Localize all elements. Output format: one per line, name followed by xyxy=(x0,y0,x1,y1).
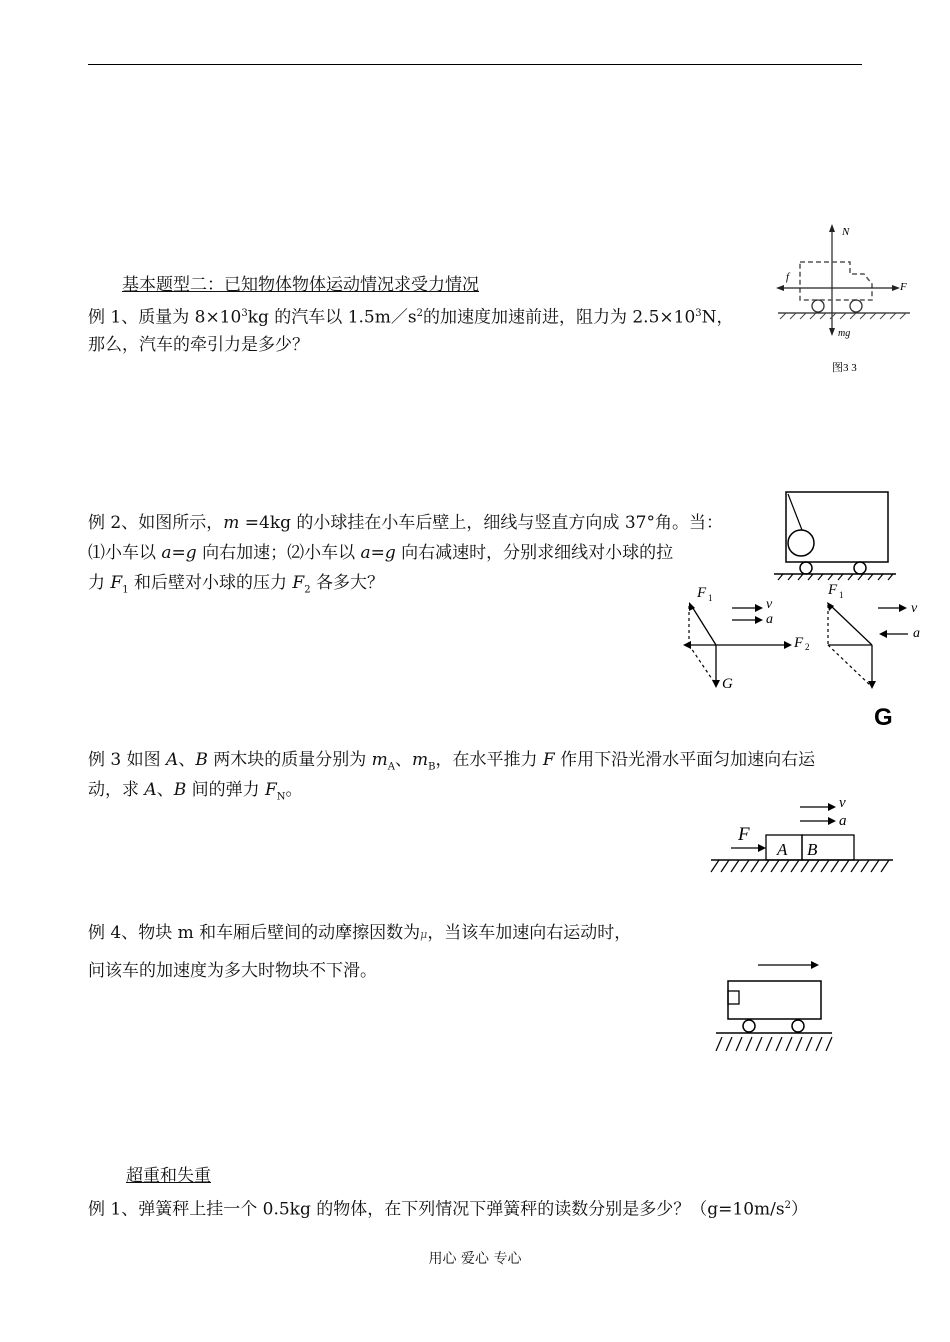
page-footer: 用心 爱心 专心 xyxy=(428,1251,522,1267)
force-diagram-accelerating xyxy=(680,580,820,695)
label-F: F xyxy=(900,281,907,293)
label-F1-left-sub: 1 xyxy=(708,593,713,603)
label-N: N xyxy=(842,226,850,238)
label-f: f xyxy=(786,271,790,283)
label-G-bold: G xyxy=(874,704,893,731)
example-1-line-2: 那么，汽车的牵引力是多少？ xyxy=(88,335,309,355)
example-3-line-1: 例 3 如图 A、B 两木块的质量分别为 $m_A$、$m_B$，在水平推力 F 作用下沿光滑水平面匀加速向右运 xyxy=(88,750,816,773)
label-F-blocks: F xyxy=(738,824,750,845)
example-2-line-1: 例 2、如图所示，m =4kg 的小球挂在小车后壁上，细线与竖直方向成 37°角。当： xyxy=(88,513,723,533)
force-diagram-decelerating xyxy=(818,575,938,735)
label-a-right: a xyxy=(913,626,920,641)
label-a: a xyxy=(766,612,773,627)
label-B-block: B xyxy=(807,840,818,859)
label-v-right: v xyxy=(911,601,918,616)
header-rule xyxy=(88,64,862,65)
example-3-line-2: 动，求 A、B 间的弹力 $F_N$。 xyxy=(88,780,303,803)
label-mg: mg xyxy=(838,328,851,339)
label-v-blocks: v xyxy=(839,795,846,811)
example-2-line-3: 力 $F_1$ 和后壁对小球的压力 $F_2$ 各多大？ xyxy=(88,573,384,596)
label-G: G xyxy=(722,676,733,692)
label-a-blocks: a xyxy=(839,813,847,829)
cart-with-ball-diagram xyxy=(770,488,900,583)
label-F2: F xyxy=(794,635,804,651)
car-force-diagram xyxy=(770,220,920,385)
example-4-line-2: 问该车的加速度为多大时物块不下滑。 xyxy=(88,961,377,981)
label-A-block: A xyxy=(777,840,788,859)
label-F1-right: F xyxy=(828,582,838,598)
label-F2-sub: 2 xyxy=(805,642,810,652)
example-1-line-1: 例 1、质量为 $8\times 10^3kg$ 的汽车以 $1.5m/s^2$的加速度加速前进，阻力为 $2.5\times 10^3N$， xyxy=(88,307,734,328)
overweight-example-1: 例 1、弹簧秤上挂一个 0.5kg 的物体，在下列情况下弹簧秤的读数分别是多少？$(g=10m/s^2)$ xyxy=(88,1199,808,1220)
blocks-ab-diagram xyxy=(705,790,900,880)
example-2-line-2: ⑴小车以 a=g 向右加速；⑵小车以 a=g 向右减速时，分别求细线对小球的拉 xyxy=(88,543,674,563)
figure-caption: 图3 3 xyxy=(832,362,857,374)
section-heading-2: 超重和失重 xyxy=(126,1166,211,1186)
label-v: v xyxy=(766,597,773,612)
label-F1-left: F xyxy=(697,585,707,601)
truck-block-diagram xyxy=(710,955,840,1057)
example-4-line-1: 例 4、物块 m 和车厢后壁间的动摩擦因数为μ，当该车加速向右运动时， xyxy=(88,923,632,943)
label-F1-right-sub: 1 xyxy=(839,590,844,600)
section-heading-1: 基本题型二：已知物体物体运动情况求受力情况 xyxy=(122,275,479,295)
